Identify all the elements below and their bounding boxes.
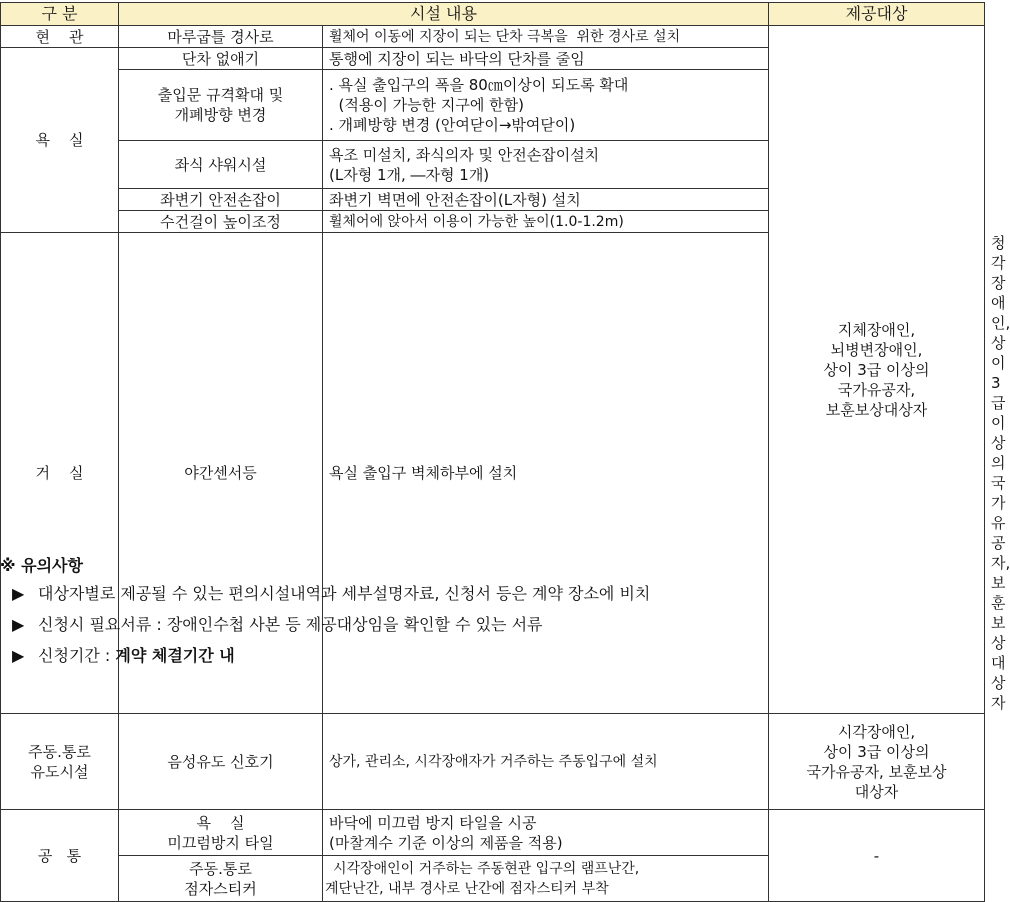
triangle-bullet-icon: ▶ — [12, 646, 25, 665]
target-line: 시각장애인, — [837, 722, 916, 741]
note-text: 신청시 필요서류 : 장애인수첩 사본 등 제공대상임을 확인할 수 있는 서류 — [38, 615, 543, 634]
target-line: 국가유공자, 보훈보상 — [806, 762, 947, 781]
desc-line: 욕조 미설치, 좌식의자 및 안전손잡이설치 — [329, 145, 600, 164]
table-row — [1, 810, 985, 856]
table-row: 거 실 야간센서등 욕실 출입구 벽체하부에 설치 청각장애인, 상이 3급 이상의 국가유공자, 보훈보상 대상자 — [1, 233, 985, 714]
desc-line: . 개폐방향 변경 (안여닫이→밖여닫이) — [329, 116, 576, 134]
item-line: 출입문 규격확대 및 — [157, 86, 284, 104]
facility-description — [323, 810, 769, 856]
item-line: 욕 실 — [196, 813, 245, 832]
table-row — [1, 26, 985, 48]
target-group-corridor — [769, 714, 985, 810]
target-line: 국가유공자, — [837, 380, 916, 399]
table-row — [1, 714, 985, 810]
item-line: 개폐방향 변경 — [174, 106, 267, 124]
desc-line: (마찰계수 기준 이상의 제품을 적용) — [329, 833, 563, 852]
facility-description: 좌변기 벽면에 안전손잡이(L자형) 설치 — [323, 189, 769, 211]
note-text: 대상자별로 제공될 수 있는 편의시설내역과 세부설명자료, 신청서 등은 계약 장소에 비치 — [38, 584, 651, 603]
header-target: 제공대상 — [769, 3, 985, 26]
desc-line: 시각장애인이 거주하는 주동현관 입구의 램프난간, — [333, 860, 640, 877]
desc-line: . 욕실 출입구의 폭을 80㎝이상이 되도록 확대 — [329, 76, 629, 94]
facility-description — [323, 70, 769, 141]
category-common: 공 통 — [1, 810, 119, 902]
target-group-common: - — [769, 810, 985, 902]
category-entrance: 현 관 — [1, 26, 119, 48]
item-line: 주동.통로 — [189, 859, 252, 878]
facility-item: 음성유도 신호기 — [119, 714, 323, 810]
note-item — [0, 640, 984, 671]
facility-item: 단차 없애기 — [119, 48, 323, 70]
desc-line: 바닥에 미끄럼 방지 타일을 시공 — [329, 813, 537, 832]
desc-line: (적용이 가능한 지구에 한함) — [329, 96, 524, 114]
note-emphasis: 계약 체결기간 내 — [115, 646, 235, 665]
facility-item — [119, 70, 323, 141]
triangle-bullet-icon: ▶ — [12, 615, 25, 634]
desc-line: 계단난간, 내부 경사로 난간에 점자스티커 부착 — [325, 880, 609, 897]
header-category: 구 분 — [1, 3, 119, 26]
target-line: 상이 3급 이상의 — [823, 360, 930, 379]
category-bathroom: 욕 실 — [1, 48, 119, 233]
facility-description: 상가, 관리소, 시각장애자가 거주하는 주동입구에 설치 — [323, 714, 769, 810]
facility-table — [0, 2, 1010, 902]
facility-item: 수건걸이 높이조정 — [119, 211, 323, 233]
facility-description: 통행에 지장이 되는 바닥의 단차를 줄임 — [323, 48, 769, 70]
facility-item: 좌변기 안전손잡이 — [119, 189, 323, 211]
facility-item: 야간센서등 — [119, 233, 323, 714]
category-corridor-guidance — [1, 714, 119, 810]
target-line: 지체장애인, — [837, 320, 916, 339]
facility-item — [119, 810, 323, 856]
facility-description: 휠체어에 앉아서 이용이 가능한 높이(1.0-1.2m) — [323, 211, 769, 233]
notes-section — [0, 554, 984, 671]
target-line: 상이 3급 이상의 — [823, 742, 930, 761]
table-header-row — [1, 3, 985, 26]
note-text: 신청기간 : — [38, 646, 116, 665]
item-line: 점자스티커 — [184, 879, 257, 898]
category-line: 주동.통로 — [28, 742, 91, 761]
note-item — [0, 578, 984, 609]
note-item — [0, 609, 984, 640]
facility-item: 좌식 샤워시설 — [119, 141, 323, 189]
facility-item — [119, 856, 323, 902]
facility-description: 휠체어 이동에 지장이 되는 단차 극복을 위한 경사로 설치 — [323, 26, 769, 48]
target-line: 대상자 — [854, 782, 899, 801]
target-line: 보훈보상대상자 — [825, 400, 928, 419]
facility-description — [323, 141, 769, 189]
category-line: 유도시설 — [30, 762, 89, 781]
facility-description — [323, 856, 769, 902]
header-facility-content: 시설 내용 — [119, 3, 769, 26]
item-line: 미끄럼방지 타일 — [167, 833, 274, 852]
facility-item: 마루굽틀 경사로 — [119, 26, 323, 48]
triangle-bullet-icon: ▶ — [12, 584, 25, 603]
notes-title: ※ 유의사항 — [0, 556, 83, 575]
facility-description: 욕실 출입구 벽체하부에 설치 — [323, 233, 769, 714]
target-line: 뇌병변장애인, — [830, 340, 923, 359]
category-living-room: 거 실 — [1, 233, 119, 714]
desc-line: (L자형 1개, ―자형 1개) — [329, 165, 490, 184]
